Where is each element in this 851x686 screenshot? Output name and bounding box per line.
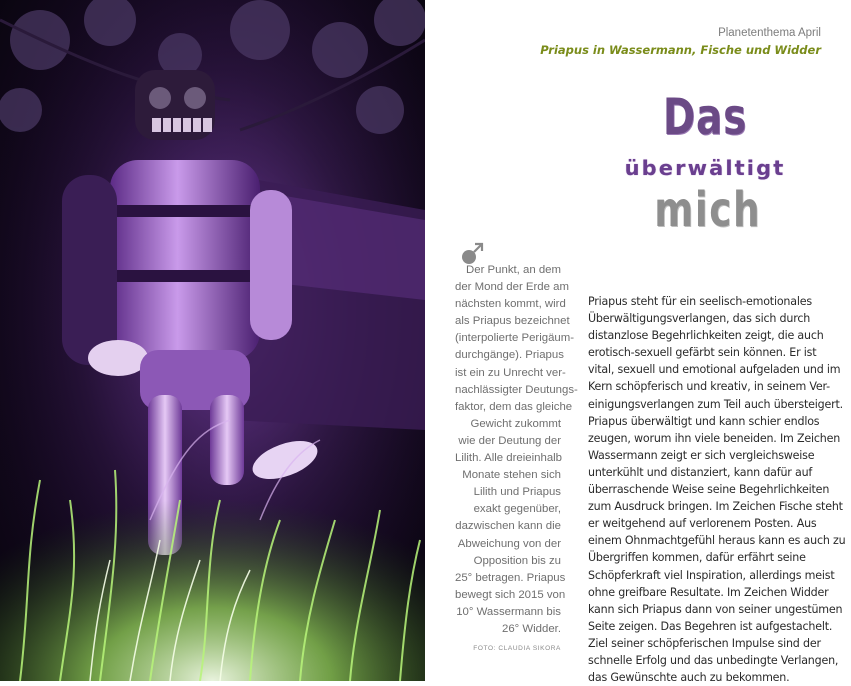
sidebar-line: 26° Widder. <box>501 622 561 635</box>
body-line: vital, sexuell und emotional aufgeladen und im <box>588 363 841 377</box>
sidebar-line: Abweichung von der <box>457 537 561 550</box>
article-body <box>588 293 846 686</box>
sidebar-line: Lilith. Alle dreieinhalb <box>455 452 563 465</box>
title-word-das: Das <box>662 88 748 146</box>
body-line: überraschende Weise seine Begehrlichkeiten <box>588 483 830 497</box>
title-word-ueberwaeltigt: überwältigt <box>624 156 786 180</box>
body-line: schnelle Erfolg und das unbedingte Verlangen, <box>588 653 839 667</box>
photo-credit: FOTO: CLAUDIA SIKORA <box>473 645 561 652</box>
page-gutter <box>425 0 428 681</box>
body-line: kann sich Priapus dann von seiner ungestümen <box>588 602 843 616</box>
sidebar-line: (interpolierte Perigäum- <box>455 332 575 345</box>
sidebar-line: als Priapus bezeichnet <box>455 315 570 328</box>
sidebar-line: Opposition bis zu <box>473 554 561 567</box>
body-line: Wassermann zeigt er sich vergleichsweise <box>588 448 815 462</box>
sidebar-line: 25° betragen. Priapus <box>455 571 566 584</box>
body-line: unterkühlt und distanziert, kann dafür auf <box>588 465 813 479</box>
sidebar-line: durchgänge). Priapus <box>455 349 564 362</box>
sidebar-line: exakt gegenüber, <box>473 503 561 516</box>
body-line: einigungsverlangen zum Teil auch übersteigert. <box>588 397 843 411</box>
sidebar-line: der Mond der Erde am <box>455 281 569 294</box>
body-line: einem Ohnmachtgefühl heraus kann es auch zu <box>588 534 846 548</box>
running-head: Planetenthema April <box>718 27 821 39</box>
sidebar-line: faktor, dem das gleiche <box>455 400 573 413</box>
body-line: das Gewünschte auch zu bekommen. <box>588 671 790 685</box>
body-line: Priapus steht für ein seelisch-emotionales <box>588 295 812 308</box>
sidebar-note <box>455 262 578 638</box>
sidebar-line: Monate stehen sich <box>462 469 561 482</box>
sidebar-line: bewegt sich 2015 von <box>455 588 566 601</box>
article-subhead: Priapus in Wassermann, Fische und Widder <box>540 43 821 57</box>
sidebar-line: ist ein zu Unrecht ver- <box>455 366 566 379</box>
robot-sculpture-photo <box>0 0 425 681</box>
body-line: erotisch-sexuell gefärbt sein können. Er ist <box>588 346 817 360</box>
sidebar-line: wie der Deutung der <box>458 434 561 447</box>
body-line: Übergriffen kommen, dafür erfährt seine <box>588 551 806 565</box>
body-line: Kern schöpferisch und kreativ, in seinem Ver- <box>588 380 830 394</box>
body-line: Priapus überwältigt und kann schier endlos <box>588 414 820 428</box>
body-line: Überwältigungsverlangen, das sich durch <box>588 312 811 326</box>
body-line: er weitgehend auf verlorenem Posten. Aus <box>588 517 817 531</box>
sidebar-line: Der Punkt, an dem <box>466 264 561 276</box>
body-line: zum Ausdruck bringen. Im Zeichen Fische steht <box>588 500 843 514</box>
sidebar-line: 10° Wassermann bis <box>456 605 561 618</box>
sidebar-line: nachlässigter Deutungs- <box>455 383 578 396</box>
sidebar-line: Lilith und Priapus <box>473 486 561 499</box>
title-word-mich: mich <box>654 182 762 238</box>
sidebar-line: dazwischen kann die <box>455 520 561 533</box>
body-line: Ziel seiner schöpferischen Impulse sind der <box>588 636 821 650</box>
sidebar-line: Gewicht zukommt <box>470 417 561 430</box>
body-line: distanzlose Begehrlichkeiten zeigt, die auch <box>588 329 824 343</box>
body-line: ohne greifbare Resultate. Im Zeichen Widder <box>588 585 829 599</box>
body-line: Schöpferkraft viel Inspiration, allerdings meist <box>588 568 835 582</box>
body-line: zeugen, worum ihn viele beneiden. Im Zeichen <box>588 431 841 445</box>
sidebar-line: nächsten kommt, wird <box>455 298 566 311</box>
body-line: Seite zeigen. Das Begehren ist aufgestachelt. <box>588 619 833 633</box>
